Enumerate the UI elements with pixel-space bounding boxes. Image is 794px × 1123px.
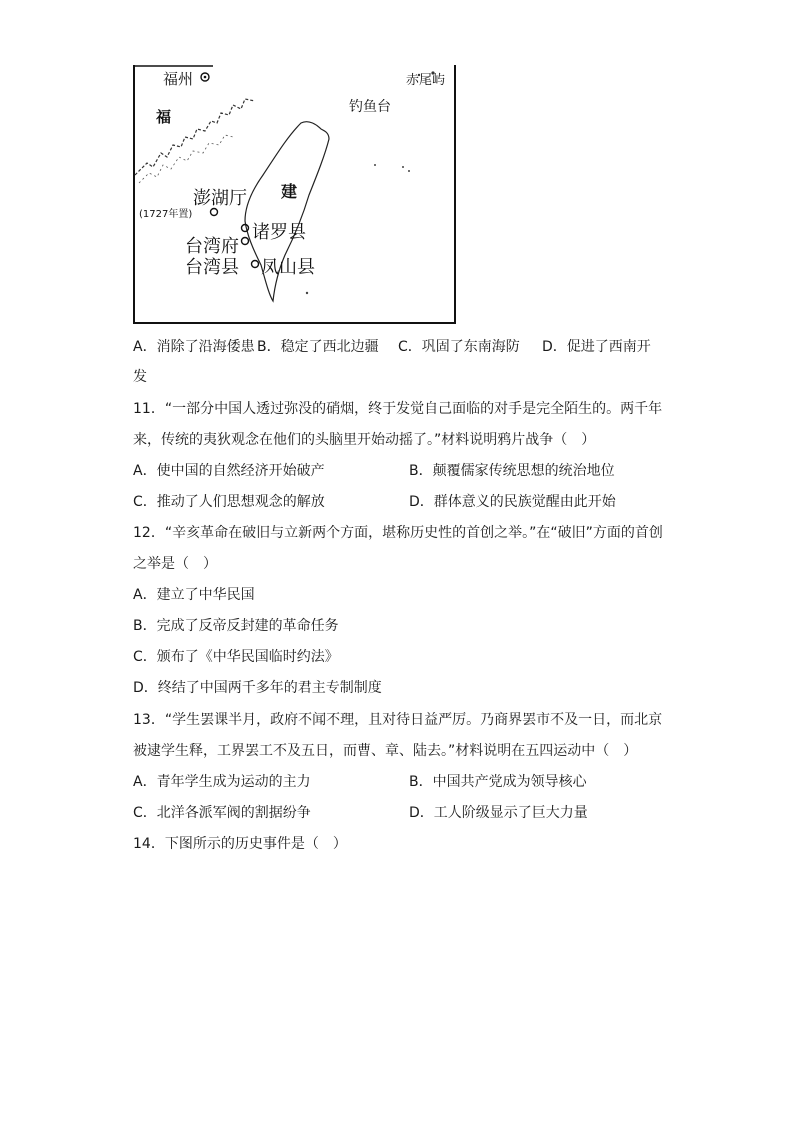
q14-stem-line1: 14．下图所示的历史事件是（ ） [133, 836, 347, 852]
islet [408, 170, 410, 172]
islet [374, 164, 376, 166]
q13-option-c: C．北洋各派军阀的割据纷争 [133, 805, 311, 821]
q10-option-d: D．促进了西南开 [542, 339, 651, 355]
q11-stem-line1: 11．“一部分中国人透过弥没的硝烟，终于发觉自己面临的对手是完全陌生的。两千年 [133, 401, 663, 417]
taiwanfu-marker [242, 238, 249, 245]
map-label-taiwanfu: 台湾府 [185, 236, 239, 257]
q13-stem-line1: 13．“学生罢课半月，政府不闻不理，且对待日益严厉。乃商界罢市不及一日，而北京 [133, 712, 663, 728]
map-label-jian: 建 [281, 182, 298, 201]
islet [402, 166, 404, 168]
q12-option-a: A．建立了中华民国 [133, 587, 255, 603]
map-label-year-note: (1727年置) [139, 209, 193, 220]
q13-stem-line2: 被逮学生释，工界罢工不及五日，而曹、章、陆去。”材料说明在五四运动中（ ） [133, 743, 638, 759]
q10-option-a: A．消除了沿海倭患 [133, 339, 255, 355]
q10-options [133, 337, 651, 357]
q11-option-b: B．颠覆儒家传统思想的统治地位 [409, 463, 615, 479]
q11-stem-line2: 来，传统的夷狄观念在他们的头脑里开始动摇了。”材料说明鸦片战争（ ） [133, 432, 596, 448]
q11-option-d: D．群体意义的民族觉醒由此开始 [409, 494, 616, 510]
q12-stem-line2: 之举是（ ） [133, 556, 217, 572]
q12-option-c: C．颁布了《中华民国临时约法》 [133, 649, 339, 665]
zhuluo-marker [242, 225, 249, 232]
taiwan-map-figure [133, 65, 456, 324]
q12-option-d: D．终结了中国两千多年的君主专制制度 [133, 680, 382, 696]
islet [306, 292, 308, 294]
coastline-islands [139, 135, 233, 183]
fengshan-marker [252, 261, 259, 268]
map-label-fu: 福 [156, 108, 172, 126]
q10-option-b: B．稳定了西北边疆 [257, 339, 379, 355]
map-label-zhuluo: 诸罗县 [252, 222, 306, 243]
q10-option-c: C．巩固了东南海防 [398, 339, 520, 355]
q13-option-b: B．中国共产党成为领导核心 [409, 774, 587, 790]
map-label-diaoyutai: 钓鱼台 [349, 99, 391, 115]
map-label-fengshan: 凤山县 [261, 257, 315, 278]
q12-stem-line1: 12．“辛亥革命在破旧与立新两个方面，堪称历史性的首创之举。”在“破旧”方面的首创 [133, 525, 663, 541]
q11-option-c: C．推动了人们思想观念的解放 [133, 494, 325, 510]
q11-option-a: A．使中国的自然经济开始破产 [133, 463, 325, 479]
coastline [135, 99, 255, 175]
map-label-fuzhou: 福州 [163, 70, 194, 88]
q12-option-b: B．完成了反帝反封建的革命任务 [133, 618, 339, 634]
map-label-chiweiyu: 赤尾屿 [406, 73, 446, 88]
q13-option-a: A．青年学生成为运动的主力 [133, 774, 311, 790]
map-label-taiwanxian: 台湾县 [185, 257, 239, 278]
map-label-penghu: 澎湖厅 [193, 188, 247, 209]
q10-option-d-wrap: 发 [133, 369, 147, 385]
q13-option-d: D．工人阶级显示了巨大力量 [409, 805, 588, 821]
